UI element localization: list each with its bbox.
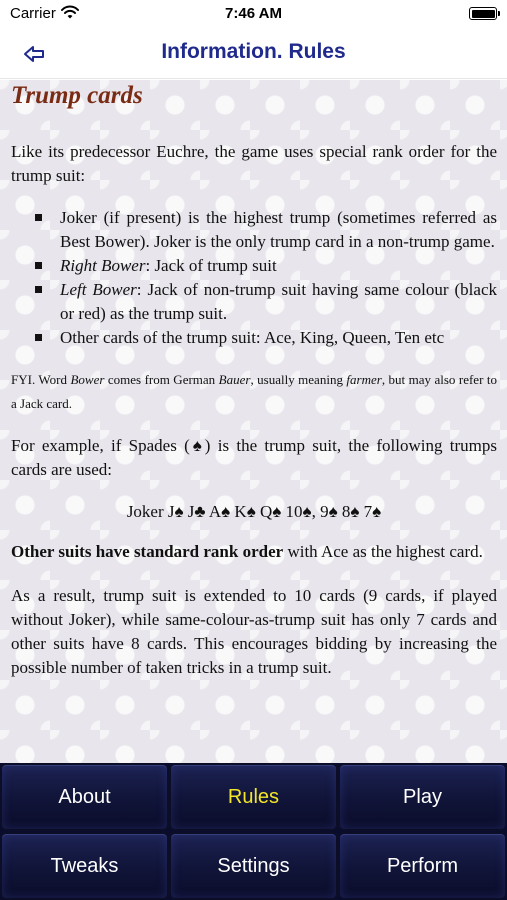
tab-label: Settings xyxy=(217,854,290,877)
list-item-text: : Jack of trump suit xyxy=(145,256,277,275)
list-item-text: Other cards of the trump suit: Ace, King, Queen, Ten etc xyxy=(60,328,445,347)
tab-label: Perform xyxy=(386,854,459,877)
trump-cards-line: Joker J♠ J♣ A♠ K♠ Q♠ 10♠, 9♠ 8♠ 7♠ xyxy=(126,502,382,521)
list-item xyxy=(35,326,497,350)
example-paragraph: For example, if Spades (♠) is the trump suit, the following trumps cards are used: xyxy=(11,436,497,479)
status-bar xyxy=(0,0,507,28)
list-item-term: Left Bower xyxy=(60,280,137,299)
status-time: 7:46 AM xyxy=(225,5,282,22)
carrier-label: Carrier xyxy=(10,5,56,22)
tab-settings[interactable] xyxy=(169,832,338,900)
bullet-icon xyxy=(35,334,42,341)
list-item xyxy=(35,278,497,326)
other-suits-paragraph: Other suits have standard rank order with Ace as the highest card. xyxy=(11,542,483,561)
navigation-bar xyxy=(0,28,507,79)
tab-rules[interactable] xyxy=(169,763,338,831)
tab-play[interactable] xyxy=(338,763,507,831)
rules-content[interactable] xyxy=(0,80,507,763)
tab-perform[interactable] xyxy=(338,832,507,900)
tab-about[interactable] xyxy=(0,763,169,831)
tab-label: Play xyxy=(403,785,442,808)
list-item-term: Right Bower xyxy=(60,256,146,275)
battery-icon xyxy=(469,7,497,20)
tab-label: Rules xyxy=(227,785,280,808)
bullet-icon xyxy=(35,262,42,269)
trump-rank-list xyxy=(35,206,497,350)
list-item-text: Joker (if present) is the highest trump (sometimes referred as Best Bower). Joker is the only trump card in a non-trump game. xyxy=(60,208,497,251)
list-item xyxy=(35,206,497,254)
result-paragraph: As a result, trump suit is extended to 10 cards (9 cards, if played without Joker), while same-colour-as-trump suit has only 7 cards and other suits have 8 cards. This encourages bidding by increasing the possible number of taken tricks in a trump suit. xyxy=(11,586,497,677)
intro-paragraph: Like its predecessor Euchre, the game uses special rank order for the trump suit: xyxy=(11,142,497,185)
fyi-note: FYI. Word Bower comes from German Bauer, usually meaning farmer, but may also refer to a Jack card. xyxy=(11,372,497,411)
bottom-tab-bar xyxy=(0,763,507,900)
tab-tweaks[interactable] xyxy=(0,832,169,900)
section-title: Trump cards xyxy=(11,82,143,109)
list-item xyxy=(35,254,497,278)
bullet-icon xyxy=(35,214,42,221)
tab-label: About xyxy=(58,785,111,808)
tab-label: Tweaks xyxy=(50,854,119,877)
list-item-text: : Jack of non-trump suit having same colour (black or red) as the trump suit. xyxy=(60,280,497,323)
bullet-icon xyxy=(35,286,42,293)
page-title: Information. Rules xyxy=(161,40,346,63)
